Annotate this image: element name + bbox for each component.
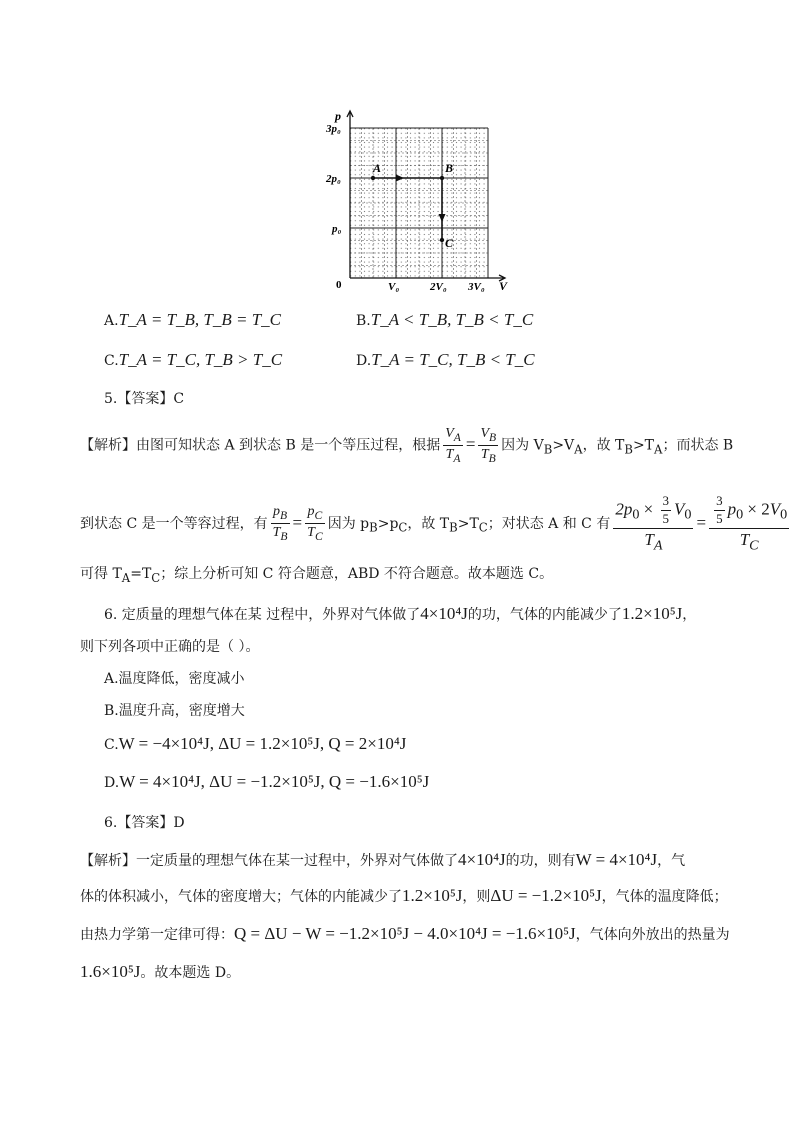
text: C [478, 520, 488, 535]
q5-option-c-math: T_A = T_C, T_B > T_C [118, 350, 283, 369]
fraction-va-ta: $\frac{V_A}{T_A}$ [445, 426, 461, 466]
text: ，气体向外放出的热量为 [575, 927, 730, 943]
text: B [449, 520, 458, 535]
text: 体的体积减小，气体的密度增大；气体的内能减少了 [80, 889, 402, 905]
point-b-dot [440, 176, 444, 180]
y-tick-3p0: 3p₀ [326, 123, 341, 135]
math: 1.6×10⁵J [80, 962, 141, 981]
q5-option-b-label: B. [356, 313, 371, 329]
axis-v-label: V [499, 279, 508, 293]
q5-option-d-math: T_A = T_C, T_B < T_C [371, 350, 535, 369]
text: C. [104, 737, 119, 753]
q6-option-d [104, 772, 429, 792]
text: 因为 p [327, 515, 370, 532]
origin-label: 0 [336, 279, 342, 291]
text: B [369, 520, 378, 535]
q5-option-a-label: A. [104, 313, 119, 329]
math: 1.2×10⁵J [621, 604, 683, 623]
text: 的功，则有 [505, 853, 576, 869]
q5-option-d [356, 350, 535, 370]
q5-explanation-line3 [80, 563, 553, 585]
math: 4×10⁴J [420, 604, 468, 623]
text: >T [632, 437, 655, 454]
text: 6. 定质量的理想气体在某 过程中，外界对气体做了 [104, 607, 421, 623]
text: B [624, 442, 633, 457]
axis-p-label: p [335, 109, 341, 123]
text: 到状态 C 是一个等容过程，有 [80, 515, 268, 532]
q5-option-a [104, 310, 281, 330]
text: >T [457, 515, 479, 532]
q5-option-b [356, 310, 533, 330]
text: 由热力学第一定律可得： [80, 927, 234, 943]
x-tick-2v0: 2V₀ [430, 281, 447, 293]
text: 【解析】一定质量的理想气体在某一过程中，外界对气体做了 [80, 853, 458, 869]
y-tick-2p0: 2p₀ [326, 173, 341, 185]
q5-answer: 5.【答案】C [104, 391, 185, 407]
q5-explanation-line1: 【解析】由图可知状态 A 到状态 B 是一个等压过程，根据 $\frac{V_A}{T_A}$ = $\frac{V_B}{T_B}$ 因为 $V_B>V_A$，故 $T_B>T_A$；而状态 B [80, 426, 734, 466]
q5-explanation-line2: 到状态 C 是一个等容过程，有 $\frac{p_B}{T_B}$ = $\frac{p_C}{T_C}$ 因为 $p_B>p_C$，故 $T_B>T_C$；对状态 A 和 C 有 $2p_0$ × $\frac{3}{5}$ $V_0$ $T_A$ = $\frac{3}{5}$ $p_0 \times 2V_0$ $T_C$ [80, 493, 788, 554]
text: C [151, 570, 161, 585]
text: ，故 T [582, 437, 625, 454]
text: A [574, 442, 583, 457]
q5-option-c-label: C. [104, 353, 119, 369]
text: =T [130, 566, 152, 582]
q5-option-d-label: D. [356, 353, 372, 369]
math: 4×10⁴J [458, 850, 506, 869]
text: C [398, 520, 408, 535]
q6-option-a: A.温度降低，密度减小 [104, 671, 245, 687]
text: 。故本题选 D。 [140, 965, 241, 981]
q5-option-b-math: T_A < T_B, T_B < T_C [370, 310, 534, 329]
text: ，则 [462, 889, 491, 905]
point-b-label: B [445, 161, 454, 175]
point-c-dot [440, 238, 444, 242]
text: 因为 V [501, 437, 544, 454]
q6-explanation-line3 [80, 924, 730, 944]
text: ；综上分析可知 C 符合题意，ABD 不符合题意。故本题选 C。 [160, 566, 554, 582]
fraction-state-c: $\frac{3}{5}$ $p_0 \times 2V_0$ $T_C$ [709, 494, 789, 554]
math: W = 4×10⁴J, ΔU = −1.2×10⁵J, Q = −1.6×10⁵J [119, 772, 430, 791]
math: W = 4×10⁴J [575, 850, 658, 869]
text: >p [377, 515, 399, 532]
fraction-pb-tb: $\frac{p_B}{T_B}$ [272, 504, 288, 544]
text: 的功，气体的内能减少了 [467, 607, 622, 623]
text: 【解析】由图可知状态 A 到状态 B 是一个等压过程，根据 [80, 437, 441, 454]
text: ，故 T [407, 515, 450, 532]
q6-stem-line1 [104, 604, 696, 624]
fraction-state-a: $2p_0$ × $\frac{3}{5}$ $V_0$ $T_A$ [615, 493, 692, 554]
text: ，气体的温度降低； [601, 889, 728, 905]
q6-stem-line2: 则下列各项中正确的是（ ）。 [80, 639, 260, 655]
fraction-pc-tc: $\frac{p_C}{T_C}$ [307, 504, 323, 544]
text: ，气 [657, 853, 686, 869]
text: ；对状态 A 和 C 有 [487, 515, 611, 532]
q6-option-c [104, 734, 406, 754]
q5-option-a-math: T_A = T_B, T_B = T_C [118, 310, 282, 329]
q6-explanation-line1 [80, 850, 685, 870]
math: W = −4×10⁴J, ΔU = 1.2×10⁵J, Q = 2×10⁴J [118, 734, 407, 753]
x-tick-v0: V₀ [388, 281, 400, 293]
fraction-vb-tb: $\frac{V_B}{T_B}$ [480, 426, 497, 466]
math: 1.2×10⁵J [402, 886, 463, 905]
point-a-label: A [373, 161, 382, 175]
q6-explanation-line4 [80, 962, 240, 982]
text: B [543, 442, 553, 457]
text: ；而状态 B [662, 437, 734, 454]
text: A [121, 570, 131, 585]
text: ， [682, 607, 697, 623]
pv-diagram [326, 108, 510, 294]
text: A [654, 442, 663, 457]
point-c-label: C [445, 236, 454, 250]
q6-answer: 6.【答案】D [104, 815, 185, 831]
x-tick-3v0: 3V₀ [468, 281, 485, 293]
q6-option-b: B.温度升高，密度增大 [104, 703, 245, 719]
text: D. [104, 775, 120, 791]
text: 可得 T [80, 566, 122, 582]
q6-explanation-line2 [80, 886, 728, 906]
q5-option-c [104, 350, 282, 370]
math: ΔU = −1.2×10⁵J [490, 886, 602, 905]
text: >V [552, 437, 575, 454]
math: Q = ΔU − W = −1.2×10⁵J − 4.0×10⁴J = −1.6×10⁵J [234, 924, 576, 943]
point-a-dot [371, 176, 375, 180]
y-tick-p0: p₀ [332, 223, 342, 235]
